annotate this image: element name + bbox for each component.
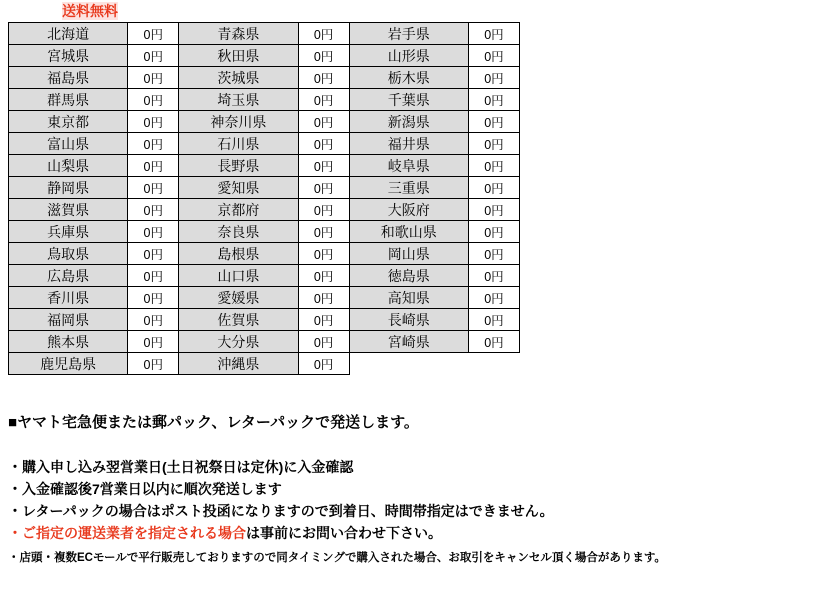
prefecture-name: 大分県: [179, 331, 298, 353]
shipping-fee-value: 0円: [298, 89, 349, 111]
table-row: [9, 155, 520, 177]
prefecture-name: 岐阜県: [349, 155, 468, 177]
shipping-fee-value: 0円: [468, 331, 519, 353]
shipping-fee-value: 0円: [128, 221, 179, 243]
notes-heading: ■ヤマト宅急便または郵パック、レターパックで発送します。: [8, 414, 419, 431]
prefecture-name: 山口県: [179, 265, 298, 287]
prefecture-name: 高知県: [349, 287, 468, 309]
prefecture-name: 福島県: [9, 67, 128, 89]
shipping-fee-value: 0円: [128, 243, 179, 265]
prefecture-name: 奈良県: [179, 221, 298, 243]
prefecture-name: 宮城県: [9, 45, 128, 67]
table-row: [9, 177, 520, 199]
shipping-fee-value: 0円: [298, 199, 349, 221]
table-row: [9, 265, 520, 287]
shipping-fee-value: 0円: [298, 287, 349, 309]
table-row: [9, 309, 520, 331]
shipping-fee-value: 0円: [128, 67, 179, 89]
shipping-fee-value: 0円: [128, 309, 179, 331]
prefecture-name: 和歌山県: [349, 221, 468, 243]
prefecture-name: 福井県: [349, 133, 468, 155]
prefecture-name: 兵庫県: [9, 221, 128, 243]
shipping-fee-value: 0円: [298, 221, 349, 243]
prefecture-name: 広島県: [9, 265, 128, 287]
shipping-fee-value: 0円: [468, 199, 519, 221]
shipping-fee-value: 0円: [468, 177, 519, 199]
shipping-fee-value: 0円: [298, 133, 349, 155]
prefecture-name: 岡山県: [349, 243, 468, 265]
note-line-1: ・購入申し込み翌営業日(土日祝祭日は定休)に入金確認: [8, 459, 354, 475]
note-line-4-black-text: は事前にお問い合わせ下さい。: [246, 525, 442, 541]
empty-cell: [468, 353, 519, 375]
note-line-4: [8, 522, 814, 544]
shipping-fee-value: 0円: [128, 287, 179, 309]
shipping-fee-value: 0円: [298, 353, 349, 375]
shipping-fee-value: 0円: [128, 45, 179, 67]
shipping-fee-value: 0円: [468, 155, 519, 177]
prefecture-name: 静岡県: [9, 177, 128, 199]
shipping-fee-value: 0円: [468, 309, 519, 331]
prefecture-name: 千葉県: [349, 89, 468, 111]
shipping-fee-value: 0円: [298, 309, 349, 331]
shipping-fee-value: 0円: [468, 265, 519, 287]
note-line-2: ・入金確認後7営業日以内に順次発送します: [8, 481, 282, 497]
table-row: [9, 221, 520, 243]
prefecture-name: 埼玉県: [179, 89, 298, 111]
prefecture-name: 京都府: [179, 199, 298, 221]
prefecture-name: 徳島県: [349, 265, 468, 287]
shipping-fee-value: 0円: [128, 133, 179, 155]
prefecture-name: 滋賀県: [9, 199, 128, 221]
prefecture-name: 長野県: [179, 155, 298, 177]
prefecture-name: 石川県: [179, 133, 298, 155]
shipping-fee-value: 0円: [128, 155, 179, 177]
note-line-5: ・店頭・複数ECモールで平行販売しておりますので同タイミングで購入された場合、お取引をキャンセル頂く場合があります。: [8, 552, 666, 564]
shipping-fee-value: 0円: [468, 23, 519, 45]
shipping-fee-value: 0円: [468, 221, 519, 243]
shipping-fee-value: 0円: [128, 177, 179, 199]
prefecture-name: 青森県: [179, 23, 298, 45]
shipping-fee-value: 0円: [298, 45, 349, 67]
prefecture-name: 群馬県: [9, 89, 128, 111]
shipping-fee-value: 0円: [468, 45, 519, 67]
table-row: [9, 45, 520, 67]
table-row: [9, 89, 520, 111]
table-row: [9, 353, 520, 375]
prefecture-name: 茨城県: [179, 67, 298, 89]
prefecture-name: 愛知県: [179, 177, 298, 199]
prefecture-name: 神奈川県: [179, 111, 298, 133]
shipping-fee-value: 0円: [128, 89, 179, 111]
prefecture-name: 大阪府: [349, 199, 468, 221]
shipping-fee-value: 0円: [298, 177, 349, 199]
table-row: [9, 199, 520, 221]
shipping-fee-value: 0円: [468, 133, 519, 155]
shipping-fee-value: 0円: [298, 67, 349, 89]
shipping-fee-value: 0円: [298, 265, 349, 287]
note-line-3: ・レターパックの場合はポスト投函になりますので到着日、時間帯指定はできません。: [8, 503, 554, 519]
shipping-fee-value: 0円: [468, 89, 519, 111]
prefecture-name: 島根県: [179, 243, 298, 265]
table-row: [9, 67, 520, 89]
prefecture-name: 佐賀県: [179, 309, 298, 331]
shipping-fee-value: 0円: [468, 111, 519, 133]
prefecture-name: 北海道: [9, 23, 128, 45]
prefecture-name: 山形県: [349, 45, 468, 67]
prefecture-name: 熊本県: [9, 331, 128, 353]
shipping-fee-value: 0円: [128, 331, 179, 353]
shipping-fee-value: 0円: [128, 353, 179, 375]
free-shipping-banner: 送料無料: [62, 3, 118, 19]
shipping-fee-value: 0円: [298, 23, 349, 45]
note-line-4-red-text: ・ご指定の運送業者を指定される場合: [8, 525, 246, 541]
prefecture-name: 岩手県: [349, 23, 468, 45]
table-row: [9, 331, 520, 353]
prefecture-name: 三重県: [349, 177, 468, 199]
shipping-fee-value: 0円: [298, 243, 349, 265]
prefecture-name: 山梨県: [9, 155, 128, 177]
prefecture-name: 宮崎県: [349, 331, 468, 353]
shipping-fee-value: 0円: [128, 111, 179, 133]
shipping-fee-value: 0円: [128, 199, 179, 221]
prefecture-name: 愛媛県: [179, 287, 298, 309]
prefecture-name: 秋田県: [179, 45, 298, 67]
table-row: [9, 111, 520, 133]
shipping-fee-value: 0円: [298, 111, 349, 133]
shipping-fee-value: 0円: [298, 155, 349, 177]
empty-cell: [349, 353, 468, 375]
prefecture-name: 香川県: [9, 287, 128, 309]
prefecture-name: 富山県: [9, 133, 128, 155]
prefecture-name: 鹿児島県: [9, 353, 128, 375]
shipping-fee-value: 0円: [128, 23, 179, 45]
prefecture-name: 新潟県: [349, 111, 468, 133]
shipping-fee-table-body: [9, 23, 520, 375]
table-row: [9, 133, 520, 155]
shipping-fee-value: 0円: [298, 331, 349, 353]
prefecture-name: 栃木県: [349, 67, 468, 89]
shipping-fee-value: 0円: [468, 287, 519, 309]
prefecture-name: 東京都: [9, 111, 128, 133]
shipping-fee-value: 0円: [128, 265, 179, 287]
prefecture-name: 沖縄県: [179, 353, 298, 375]
table-row: [9, 23, 520, 45]
prefecture-name: 鳥取県: [9, 243, 128, 265]
table-row: [9, 243, 520, 265]
table-row: [9, 287, 520, 309]
shipping-fee-value: 0円: [468, 67, 519, 89]
shipping-fee-value: 0円: [468, 243, 519, 265]
shipping-notes: [8, 412, 814, 568]
shipping-fee-table: [8, 22, 520, 375]
prefecture-name: 福岡県: [9, 309, 128, 331]
prefecture-name: 長崎県: [349, 309, 468, 331]
